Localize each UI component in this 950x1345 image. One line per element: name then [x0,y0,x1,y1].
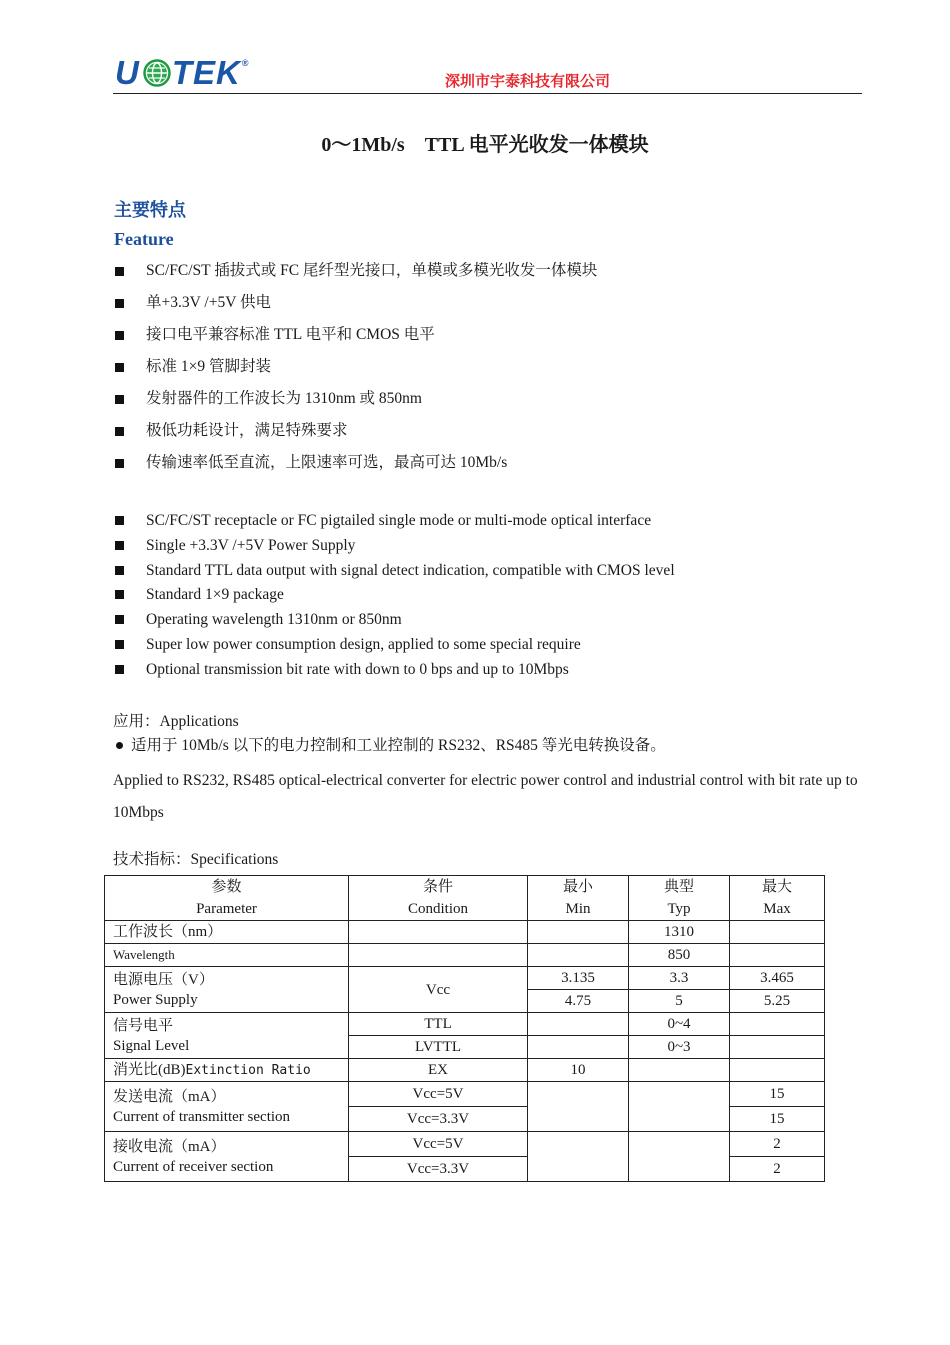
list-item-text: Standard 1×9 package [146,586,284,604]
header-rule [113,93,862,94]
table-cell: 2 [730,1132,825,1157]
table-row [105,921,825,944]
specifications-heading: 技术指标：Specifications [113,851,279,868]
table-cell: EX [349,1059,528,1082]
list-item-text: Optional transmission bit rate with down to 0 bps and up to 10Mbps [146,660,569,678]
list-item-text: 接口电平兼容标准 TTL 电平和 CMOS 电平 [146,326,435,343]
table-cell [629,1132,730,1182]
square-bullet-icon [115,363,124,372]
table-cell: 3.135 [528,967,629,990]
list-item-text: SC/FC/ST receptacle or FC pigtailed single mode or multi-mode optical interface [146,512,652,529]
square-bullet-icon [115,427,124,436]
registered-mark: ® [241,58,250,68]
feature-list-cn [113,259,597,483]
table-cell [528,1132,629,1182]
square-bullet-icon [115,590,124,599]
square-bullet-icon [115,299,124,308]
square-bullet-icon [115,459,124,468]
utek-logo [115,56,249,90]
extinction-ratio-label: 消光比(dB)Extinction Ratio [105,1059,349,1082]
table-cell: TTL [349,1013,528,1036]
table-header-row [105,876,825,921]
table-cell: 15 [730,1082,825,1107]
square-bullet-icon [115,615,124,624]
list-item-text: Super low power consumption design, applied to some special require [146,635,581,653]
list-item [113,291,597,323]
company-name: 深圳市宇泰科技有限公司 [445,74,611,90]
table-cell [730,944,825,967]
column-header-min: 最小 Min [528,876,629,921]
document-title: 0～1Mb/s TTL 电平光收发一体模块 [321,134,649,156]
list-item [113,387,597,419]
table-cell [528,944,629,967]
list-item-text: SC/FC/ST 插拔式或 FC 尾纤型光接口，单模或多模光收发一体模块 [146,262,598,279]
globe-icon [143,59,171,87]
table-cell: 2 [730,1157,825,1182]
feature-list-en [113,509,675,683]
logo-text-left: U [115,54,140,91]
column-header-parameter: 参数 Parameter [105,876,349,921]
square-bullet-icon [115,267,124,276]
applications-heading: 应用：Applications [113,713,239,730]
list-item [113,323,597,355]
signal-level-label: 信号电平 Signal Level [105,1013,349,1059]
table-row [105,967,825,990]
column-header-max: 最大 Max [730,876,825,921]
list-item-text: 传输速率低至直流，上限速率可选，最高可达 10Mb/s [146,454,508,471]
wavelength-label-cn: 工作波长（nm） [105,921,349,944]
list-item [113,534,675,559]
column-header-condition: 条件 Condition [349,876,528,921]
table-row [105,1132,825,1157]
table-cell: 5.25 [730,990,825,1013]
table-cell [730,1059,825,1082]
table-cell: 4.75 [528,990,629,1013]
table-cell [528,1036,629,1059]
square-bullet-icon [115,395,124,404]
list-item-text: Standard TTL data output with signal detect indication, compatible with CMOS level [146,561,675,579]
table-cell: 0~4 [629,1013,730,1036]
list-item-text: 发射器件的工作波长为 1310nm 或 850nm [146,390,422,407]
table-cell: 15 [730,1107,825,1132]
table-cell [730,1036,825,1059]
table-row [105,1082,825,1107]
square-bullet-icon [115,541,124,550]
applications-en: Applied to RS232, RS485 optical-electrical converter for electric power control and industrial control with bit rate up to 10Mbps [113,772,858,821]
table-cell: 850 [629,944,730,967]
table-cell: 3.3 [629,967,730,990]
list-item-text: 极低功耗设计，满足特殊要求 [146,422,348,439]
list-item [113,451,597,483]
logo-text-right: TEK [171,54,241,91]
list-item [113,509,675,534]
table-cell: Vcc=5V [349,1082,528,1107]
table-cell: Vcc=3.3V [349,1107,528,1132]
column-header-typ: 典型 Typ [629,876,730,921]
list-item-text: 标准 1×9 管脚封装 [146,358,271,375]
table-cell: 3.465 [730,967,825,990]
table-cell: 10 [528,1059,629,1082]
square-bullet-icon [115,640,124,649]
features-heading-cn: 主要特点 [114,200,186,220]
wavelength-label-en: Wavelength [105,944,349,967]
table-cell: Vcc=3.3V [349,1157,528,1182]
list-item [113,419,597,451]
table-cell: 5 [629,990,730,1013]
table-cell: LVTTL [349,1036,528,1059]
list-item [113,583,675,608]
table-cell [528,1082,629,1132]
square-bullet-icon [115,516,124,525]
table-cell: 0~3 [629,1036,730,1059]
table-cell: 1310 [629,921,730,944]
list-item [113,633,675,658]
list-item [113,259,597,291]
applications-cn-text: 适用于 10Mb/s 以下的电力控制和工业控制的 RS232、RS485 等光电转换设备。 [131,737,666,754]
applications-cn [113,733,666,755]
list-item [113,658,675,683]
list-item [113,608,675,633]
table-cell [349,944,528,967]
transmitter-current-label: 发送电流（mA） Current of transmitter section [105,1082,349,1132]
table-cell [349,921,528,944]
table-cell: Vcc [349,967,528,1013]
features-heading-en: Feature [114,229,174,249]
table-row [105,1013,825,1036]
table-cell [629,1059,730,1082]
table-cell [528,921,629,944]
table-cell [730,1013,825,1036]
table-cell [528,1013,629,1036]
table-cell [629,1082,730,1132]
receiver-current-label: 接收电流（mA） Current of receiver section [105,1132,349,1182]
power-supply-label: 电源电压（V） Power Supply [105,967,349,1013]
specifications-table [104,875,825,1182]
list-item-text: Operating wavelength 1310nm or 850nm [146,611,402,629]
table-row [105,1059,825,1082]
round-bullet-icon [116,742,123,749]
square-bullet-icon [115,331,124,340]
list-item-text: Single +3.3V /+5V Power Supply [146,536,356,554]
list-item-text: 单+3.3V /+5V 供电 [146,294,271,311]
table-row [105,944,825,967]
list-item [113,559,675,584]
table-cell [730,921,825,944]
table-cell: Vcc=5V [349,1132,528,1157]
square-bullet-icon [115,566,124,575]
list-item [113,355,597,387]
square-bullet-icon [115,665,124,674]
